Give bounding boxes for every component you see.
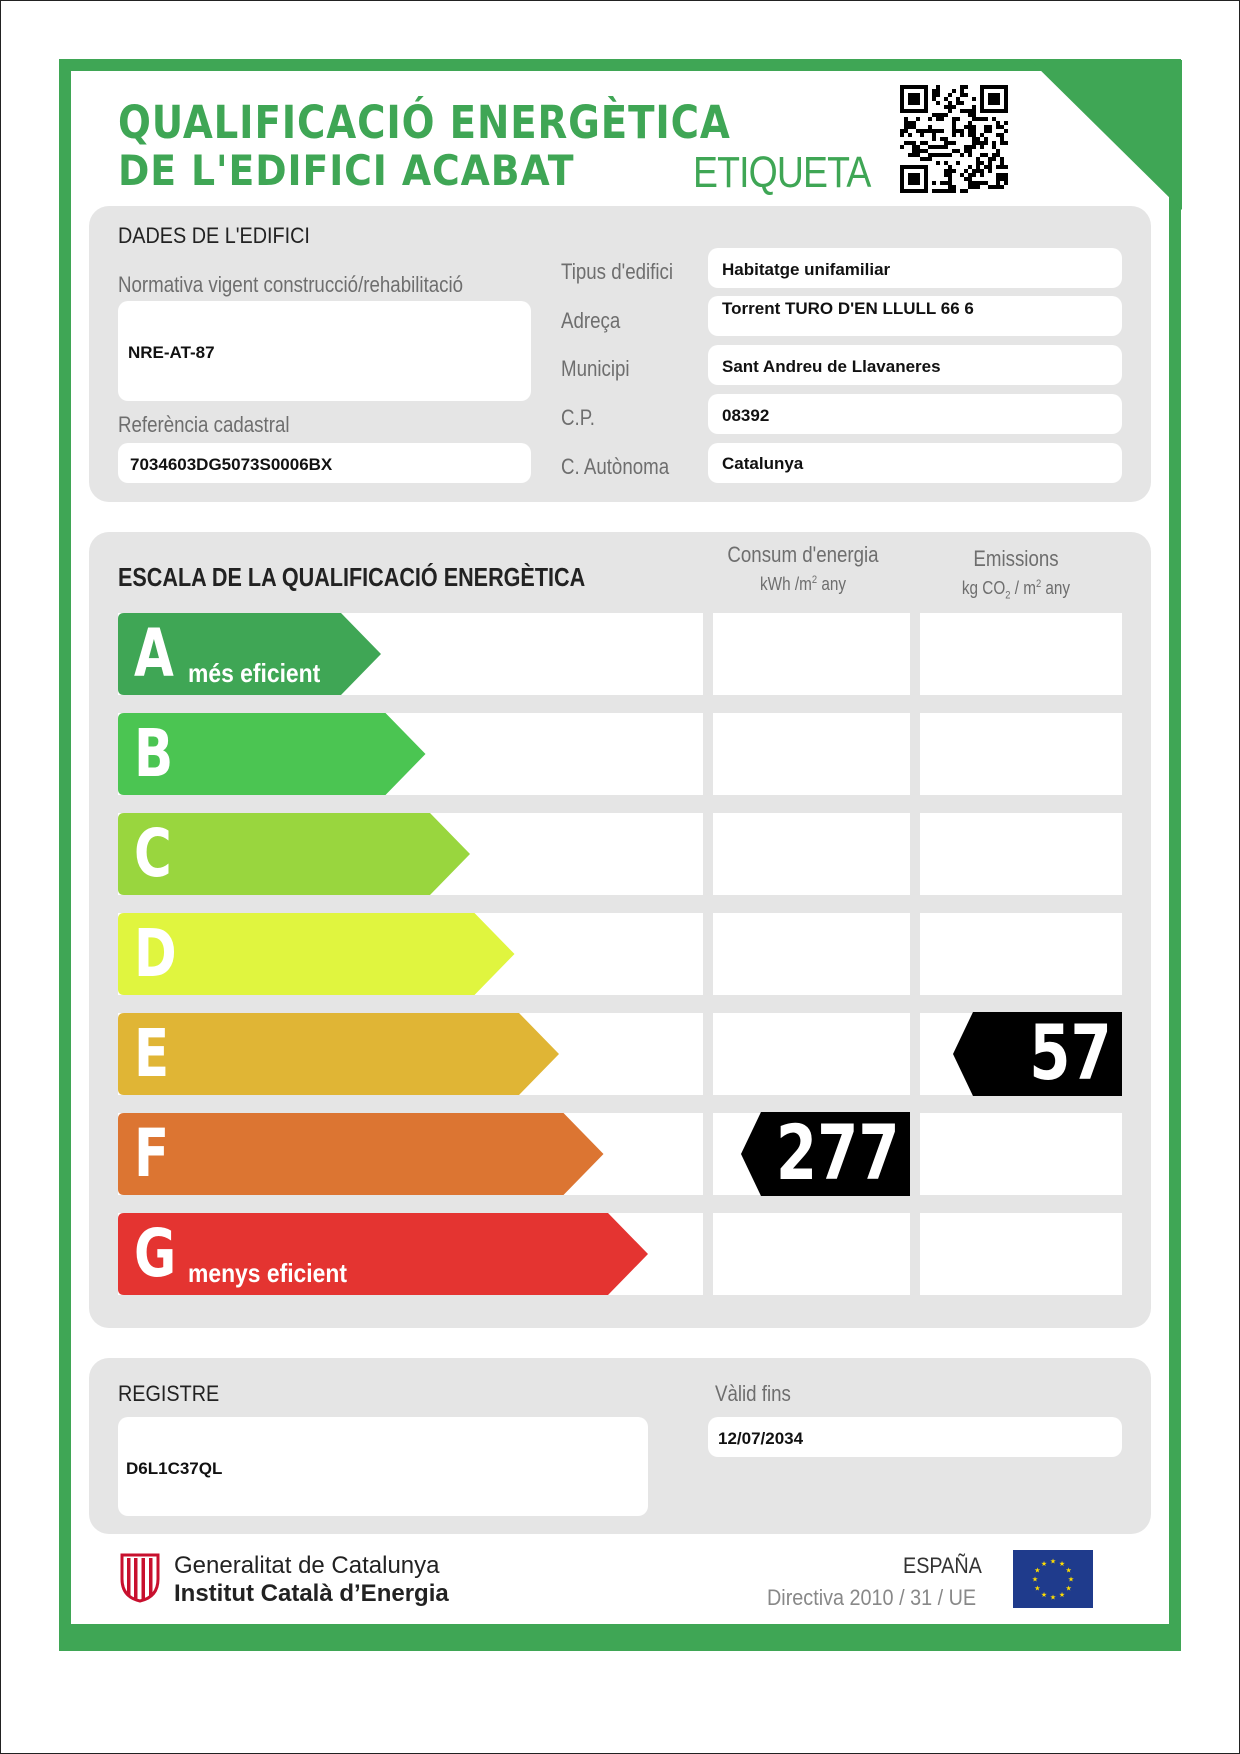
- directive-reference: Directiva 2010 / 31 / UE: [767, 1585, 977, 1610]
- label-type: ETIQUETA: [693, 148, 871, 197]
- energy-column-header: [713, 542, 893, 595]
- register-title: REGISTRE: [118, 1381, 220, 1406]
- register-value: D6L1C37QL: [126, 1459, 223, 1478]
- class-letter-b: B: [134, 715, 174, 792]
- svg-text:★: ★: [1031, 1575, 1039, 1584]
- class-caption-a: més eficient: [188, 658, 321, 688]
- svg-text:★: ★: [1040, 1559, 1048, 1568]
- org-name: Generalitat de Catalunya: [174, 1552, 440, 1579]
- class-letter-e: E: [134, 1015, 170, 1092]
- field-label-adreca: Adreça: [561, 308, 621, 333]
- svg-text:★: ★: [1065, 1566, 1072, 1575]
- class-letter-d: D: [134, 915, 177, 992]
- svg-text:★: ★: [1058, 1559, 1066, 1568]
- emissions-rating-value: 57: [1029, 1008, 1112, 1097]
- corner-triangle: [1030, 60, 1182, 210]
- energy-cell-g: [713, 1213, 910, 1295]
- field-label-cp: C.P.: [561, 405, 595, 430]
- energy-cell-b: [713, 713, 910, 795]
- qr-code-icon: [900, 85, 1008, 193]
- field-label-municipi: Municipi: [561, 356, 630, 381]
- field-value-tipus: Habitatge unifamiliar: [722, 260, 891, 279]
- svg-text:★: ★: [1049, 1557, 1057, 1566]
- class-letter-g: G: [134, 1215, 177, 1292]
- field-value-cp: 08392: [722, 406, 770, 425]
- scale-title: ESCALA DE LA QUALIFICACIÓ ENERGÈTICA: [118, 562, 586, 592]
- svg-text:★: ★: [1058, 1591, 1066, 1600]
- energy-header-unit: kWh $/m^2$ any: [760, 574, 846, 594]
- class-letter-a: A: [134, 615, 174, 692]
- energy-header-title: Consum d'energia: [727, 542, 879, 567]
- normativa-label: Normativa vigent construcció/rehabilitació: [118, 272, 464, 297]
- emissions-cell-b: [920, 713, 1122, 795]
- energy-cell-c: [713, 813, 910, 895]
- title-line-2: DE L'EDIFICI ACABAT: [118, 146, 575, 195]
- referencia-label: Referència cadastral: [118, 412, 290, 437]
- energy-cell-e: [713, 1013, 910, 1095]
- building-section-title: DADES DE L'EDIFICI: [118, 223, 310, 248]
- valid-until-value: 12/07/2034: [718, 1429, 804, 1448]
- class-letter-f: F: [134, 1115, 170, 1192]
- emissions-cell-d: [920, 913, 1122, 995]
- normativa-value: NRE-AT-87: [128, 343, 215, 362]
- svg-text:★: ★: [1067, 1575, 1075, 1584]
- emissions-cell-c: [920, 813, 1122, 895]
- referencia-value: 7034603DG5073S0006BX: [130, 455, 333, 474]
- country-name: ESPAÑA: [903, 1553, 982, 1578]
- field-value-autonoma: Catalunya: [722, 454, 804, 473]
- emissions-header-unit: kg $CO_2 / m^2$ any: [961, 578, 1071, 602]
- field-value-municipi: Sant Andreu de Llavaneres: [722, 357, 941, 376]
- class-letter-c: C: [134, 815, 172, 892]
- svg-text:★: ★: [1034, 1584, 1041, 1593]
- svg-text:★: ★: [1049, 1593, 1057, 1602]
- field-value-adreca: Torrent TURO D'EN LLULL 66 6: [722, 299, 974, 318]
- energy-rating-value: 277: [776, 1108, 900, 1197]
- eu-flag-icon: [1013, 1550, 1093, 1608]
- emissions-cell-a: [920, 613, 1122, 695]
- field-label-autonoma: C. Autònoma: [561, 454, 670, 479]
- class-caption-g: menys eficient: [188, 1258, 347, 1288]
- energy-cell-d: [713, 913, 910, 995]
- emissions-cell-g: [920, 1213, 1122, 1295]
- svg-text:★: ★: [1065, 1584, 1072, 1593]
- emissions-column-header: [926, 546, 1106, 602]
- field-box-cp: [708, 394, 1122, 434]
- class-arrow-d: [118, 913, 515, 995]
- title-line-1: QUALIFICACIÓ ENERGÈTICA: [118, 96, 731, 149]
- emissions-cell-f: [920, 1113, 1122, 1195]
- emissions-header-title: Emissions: [973, 546, 1059, 571]
- energy-cell-a: [713, 613, 910, 695]
- field-label-tipus: Tipus d'edifici: [561, 259, 674, 284]
- valid-until-label: Vàlid fins: [715, 1381, 791, 1406]
- generalitat-logo-icon: [118, 1553, 162, 1603]
- class-arrow-f: [118, 1113, 604, 1195]
- svg-text:★: ★: [1040, 1591, 1048, 1600]
- svg-text:★: ★: [1034, 1566, 1041, 1575]
- institute-name: Institut Català d’Energia: [174, 1580, 449, 1607]
- class-arrow-e: [118, 1013, 559, 1095]
